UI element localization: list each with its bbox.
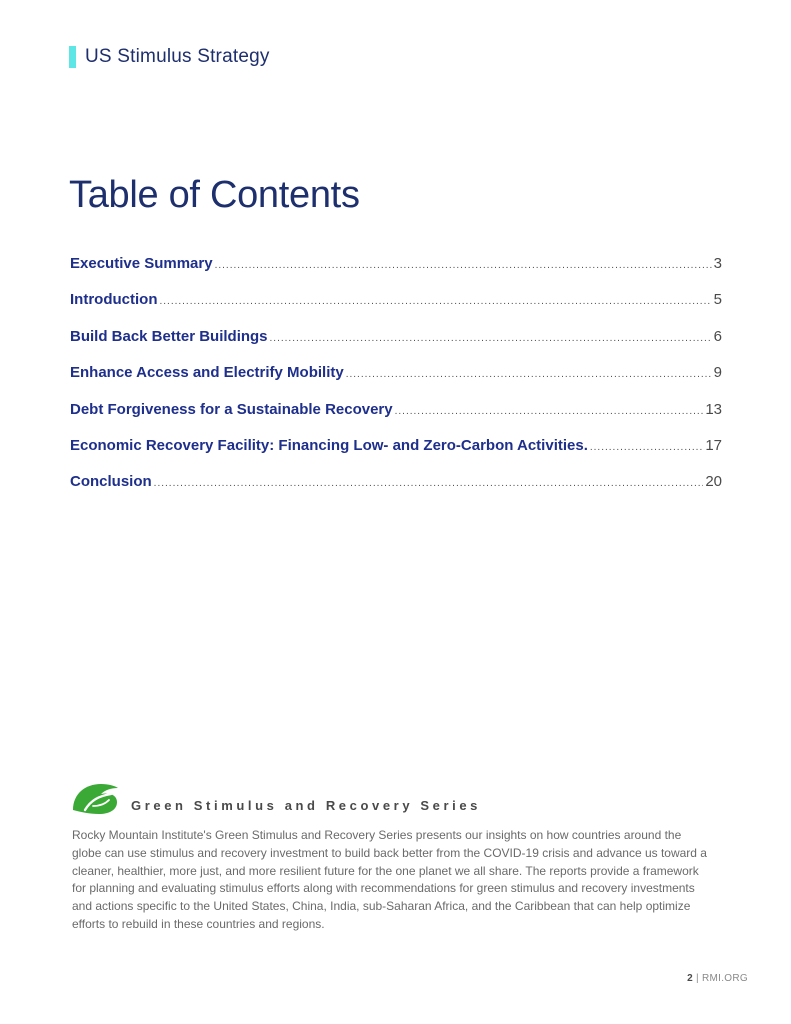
toc-entry-page[interactable]: 3 <box>713 255 722 272</box>
toc-leader-dots <box>215 260 712 271</box>
toc-entry-title[interactable]: Debt Forgiveness for a Sustainable Recovery <box>70 400 393 418</box>
toc-leader-dots <box>270 333 712 344</box>
toc-entry-conclusion[interactable] <box>70 473 722 509</box>
toc-entry-buildings[interactable] <box>70 328 722 364</box>
footer-page-number: 2 <box>687 973 693 984</box>
toc-entry-introduction[interactable] <box>70 291 722 327</box>
toc-entry-executive-summary[interactable] <box>70 255 722 291</box>
toc-leader-dots <box>395 406 704 417</box>
toc-entry-mobility[interactable] <box>70 364 722 400</box>
series-banner <box>71 780 481 816</box>
toc-entry-page[interactable]: 6 <box>713 327 722 345</box>
page-header <box>69 45 270 69</box>
footer-separator: | <box>692 973 702 984</box>
toc-entry-title[interactable]: Economic Recovery Facility: Financing Low- and Zero-Carbon Activities. <box>70 436 588 454</box>
toc-entry-page[interactable]: 5 <box>713 291 722 309</box>
series-title: Green Stimulus and Recovery Series <box>131 797 481 813</box>
header-title: US Stimulus Strategy <box>85 46 270 67</box>
toc-entry-page[interactable]: 20 <box>705 473 722 491</box>
page-footer <box>687 973 748 984</box>
leaf-logo-icon <box>71 780 119 816</box>
toc-entry-debt-forgiveness[interactable] <box>70 401 722 437</box>
toc-entry-title[interactable]: Enhance Access and Electrify Mobility <box>70 364 344 382</box>
toc-entry-title[interactable]: Build Back Better Buildings <box>70 327 268 345</box>
toc-heading: Table of Contents <box>69 174 360 216</box>
table-of-contents <box>70 255 722 510</box>
toc-leader-dots <box>159 296 711 307</box>
toc-leader-dots <box>154 478 704 489</box>
series-description: Rocky Mountain Institute's Green Stimulus and Recovery Series presents our insights on how countries around the globe can use stimulus and recovery investment to build back better from the COVID-19 crisis and advance us toward a cleaner, healthier, more just, and more resilient future for the one planet we all share. The reports provide a framework for planning and evaluating stimulus efforts along with recommendations for green stimulus and recovery investments and actions specific to the United States, China, India, sub-Saharan Africa, and the Caribbean that can help optimize efforts to rebuild in these countries and regions. <box>72 828 707 931</box>
header-accent-bar <box>69 46 76 68</box>
toc-entry-title[interactable]: Introduction <box>70 291 158 309</box>
footer-site[interactable]: RMI.ORG <box>702 973 748 984</box>
toc-entry-page[interactable]: 17 <box>705 436 722 454</box>
toc-leader-dots <box>346 369 712 380</box>
toc-entry-title[interactable]: Executive Summary <box>70 255 213 272</box>
toc-entry-title[interactable]: Conclusion <box>70 473 152 491</box>
toc-entry-page[interactable]: 9 <box>713 364 722 382</box>
toc-leader-dots <box>590 442 703 453</box>
toc-entry-page[interactable]: 13 <box>705 400 722 418</box>
toc-entry-recovery-facility[interactable] <box>70 437 722 473</box>
